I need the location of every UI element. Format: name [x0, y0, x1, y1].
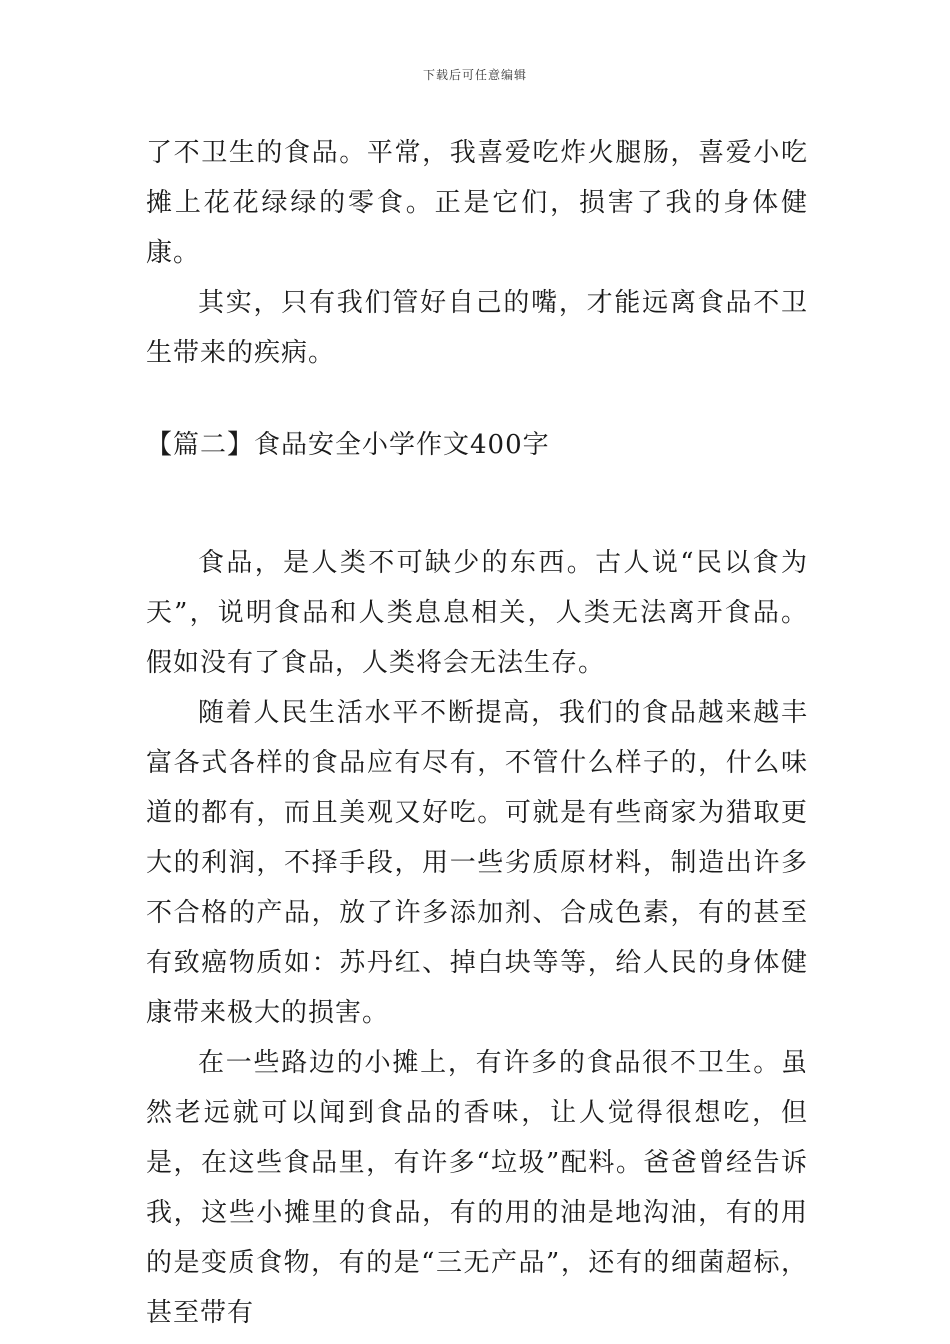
- section-heading: 【篇二】食品安全小学作文400字: [146, 430, 550, 460]
- paragraph: 随着人民生活水平不断提高，我们的食品越来越丰富各式各样的食品应有尽有，不管什么样子的，什么味道的都有，而且美观又好吃。可就是有些商家为猎取更大的利润，不择手段，用一些劣质原材料，制造出许多不合格的产品，放了许多添加剂、合成色素，有的甚至有致癌物质如：苏丹红、掉白块等等，给人民的身体健康带来极大的损害。: [146, 698, 808, 1028]
- paragraph-continuation: 了不卫生的食品。平常，我喜爱吃炸火腿肠，喜爱小吃摊上花花绿绿的零食。正是它们，损害了我的身体健康。: [146, 138, 808, 268]
- page-header: 下载后可任意编辑: [422, 68, 527, 82]
- document-body: [146, 128, 808, 1338]
- paragraph: 食品，是人类不可缺少的东西。古人说“民以食为天”，说明食品和人类息息相关，人类无法离开食品。假如没有了食品，人类将会无法生存。: [146, 548, 808, 678]
- paragraph: 其实，只有我们管好自己的嘴，才能远离食品不卫生带来的疾病。: [146, 288, 808, 368]
- paragraph: 在一些路边的小摊上，有许多的食品很不卫生。虽然老远就可以闻到食品的香味，让人觉得很想吃，但是，在这些食品里，有许多“垃圾”配料。爸爸曾经告诉我，这些小摊里的食品，有的用的油是地沟油，有的用的是变质食物，有的是“三无产品”，还有的细菌超标，甚至带有: [146, 1048, 808, 1328]
